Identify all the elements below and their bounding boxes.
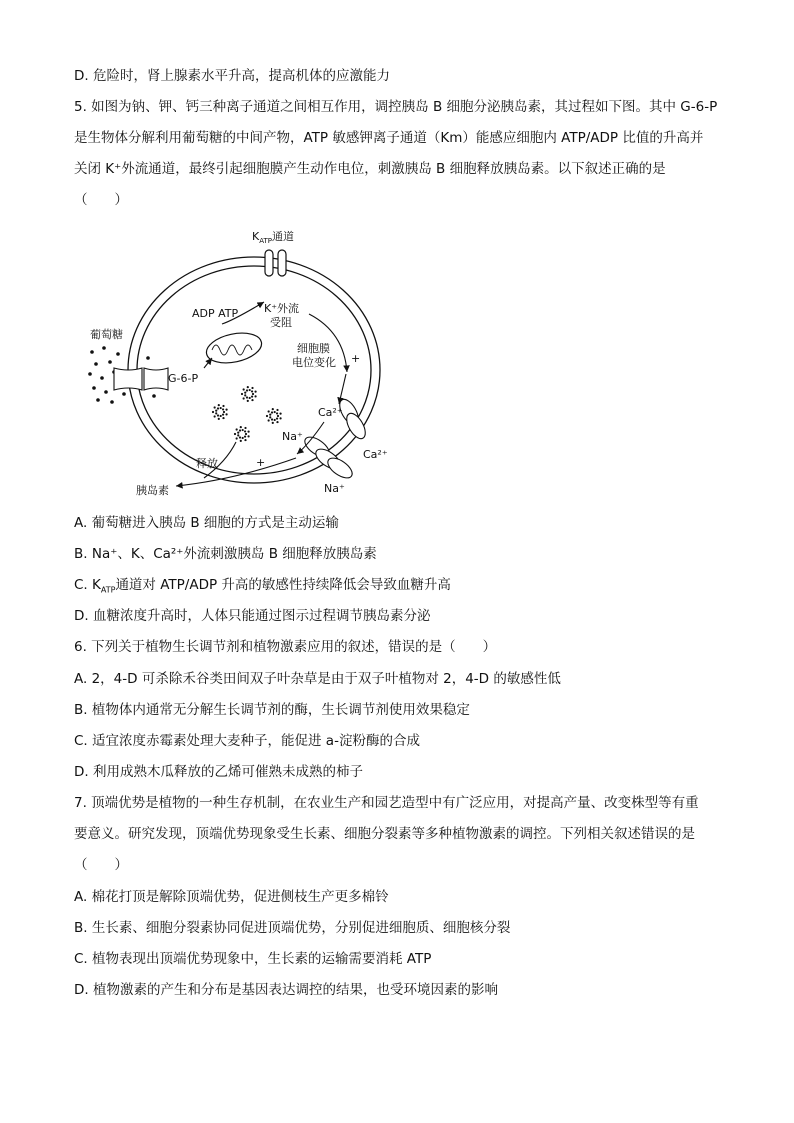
q5-option-c-prefix: C. K [74,577,101,593]
q5-option-a: A. 葡萄糖进入胰岛 B 细胞的方式是主动运输 [74,515,339,531]
g6p-to-mito-arrow [204,358,212,368]
q6-stem: 6. 下列关于植物生长调节剂和植物激素应用的叙述，错误的是（ ） [74,639,497,655]
q5-answer-paren: （ ） [74,192,128,208]
q5-stem-line-3: 关闭 K⁺外流通道，最终引起细胞膜产生动作电位，刺激胰岛 B 细胞释放胰岛素。以下叙述正确的是 [74,161,666,177]
plus-sign-1: + [351,352,361,365]
k-efflux-label: K⁺外流 [264,302,300,315]
mitochondrion-icon [204,328,265,367]
q5-stem-line-1: 5. 如图为钠、钾、钙三种离子通道之间相互作用，调控胰岛 B 细胞分泌胰岛素，其过程如下图。其中 G-6-P [74,99,718,115]
q7-stem-line-1: 7. 顶端优势是植物的一种生存机制，在农业生产和园艺造型中有广泛应用，对提高产量、改变株型等有重 [74,795,699,811]
membrane-label: 细胞膜 [297,342,330,355]
katp-channel-icon [265,250,286,276]
q4-option-d: D. 危险时，肾上腺素水平升高，提高机体的应激能力 [74,68,390,84]
glucose-transporter-icon [114,368,168,390]
potential-change-label: 电位变化 [292,356,336,369]
q7-option-d: D. 植物激素的产生和分布是基因表达调控的结果，也受环境因素的影响 [74,982,498,998]
q7-option-c: C. 植物表现出顶端优势现象中，生长素的运输需要消耗 ATP [74,951,432,967]
q5-option-c-subscript: ATP [100,585,116,595]
q7-stem-line-2: 要意义。研究发现，顶端优势现象受生长素、细胞分裂素等多种植物激素的调控。下列相关叙述错误的是 [74,826,695,842]
q7-option-a: A. 棉花打顶是解除顶端优势，促进侧枝生产更多棉铃 [74,889,389,905]
q5-option-c-text: 通道对 ATP/ADP 升高的敏感性持续降低会导致血糖升高 [115,577,451,593]
plus-sign-2: + [256,456,266,469]
g6p-label: G-6-P [168,372,199,385]
k-efflux-blocked-label: 受阻 [270,316,292,329]
release-label: 释放 [196,457,218,470]
insulin-label: 胰岛素 [136,484,169,497]
q5-option-d: D. 血糖浓度升高时，人体只能通过图示过程调节胰岛素分泌 [74,608,431,624]
q6-option-d: D. 利用成熟木瓜释放的乙烯可催熟未成熟的柿子 [74,764,363,780]
q5-stem-line-2: 是生物体分解利用葡萄糖的中间产物，ATP 敏感钾离子通道（Km）能感应细胞内 ATP/ADP 比值的升高并 [74,130,704,146]
sodium-outside-label: Na⁺ [324,482,345,495]
glucose-label: 葡萄糖 [90,328,123,341]
calcium-channel-icon [336,396,369,441]
q6-option-b: B. 植物体内通常无分解生长调节剂的酶，生长调节剂使用效果稳定 [74,702,470,718]
katp-label: $K_{ATP}$通道 [252,230,294,245]
q5-option-c [74,576,451,600]
insulin-granules [212,386,282,442]
calcium-outside-label: Ca²⁺ [363,448,388,461]
q7-answer-paren: （ ） [74,857,128,873]
beta-cell-diagram [84,222,394,500]
calcium-inside-label: Ca²⁺ [318,406,343,419]
q7-option-b: B. 生长素、细胞分裂素协同促进顶端优势，分别促进细胞质、细胞核分裂 [74,920,511,936]
sodium-inside-label: Na⁺ [282,430,303,443]
q6-option-c: C. 适宜浓度赤霉素处理大麦种子，能促进 a-淀粉酶的合成 [74,733,420,749]
q6-option-a: A. 2，4-D 可杀除禾谷类田间双子叶杂草是由于双子叶植物对 2，4-D 的敏感性低 [74,671,561,687]
q5-option-b: B. Na⁺、K、Ca²⁺外流刺激胰岛 B 细胞释放胰岛素 [74,546,377,562]
adp-atp-label: ADP ATP [192,307,239,320]
